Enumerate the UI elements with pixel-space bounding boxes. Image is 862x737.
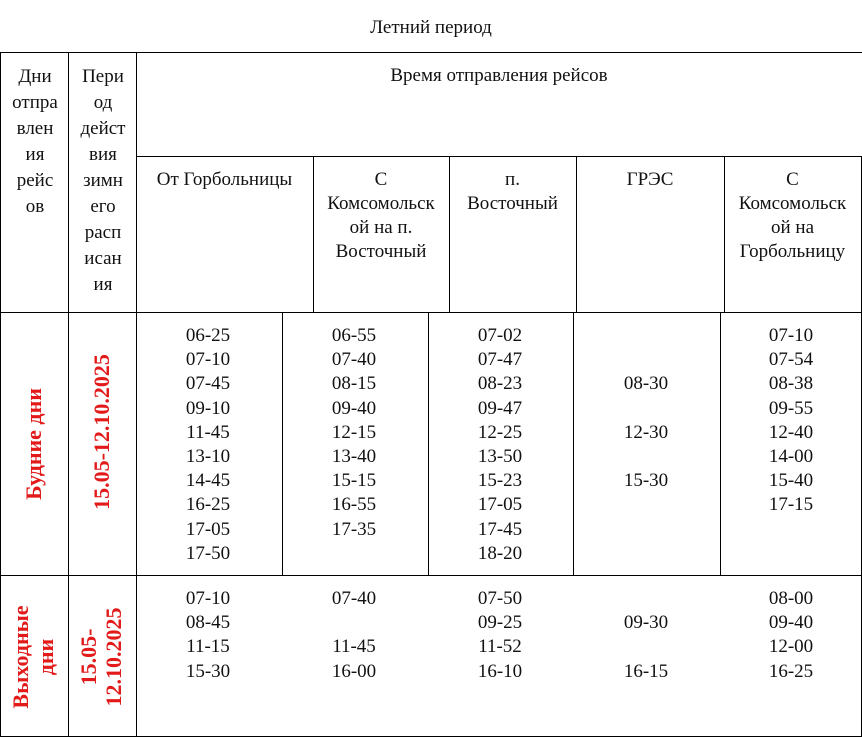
rule-v-col3-body xyxy=(428,312,429,576)
weekends-times-vostochny: 07-50 09-25 11-52 16-10 xyxy=(477,588,523,682)
header-period-col: Пери од дейст вия зимн его расп исан ия xyxy=(80,66,126,295)
weekdays-times-komsomolskaya-gorbolnitsa: 07-10 07-54 08-38 09-55 12-40 14-00 15-40 17-15 xyxy=(768,325,814,516)
weekends-period: 15.05- 12.10.2025 xyxy=(76,607,126,707)
weekends-label: Выходные дни xyxy=(8,605,58,709)
rule-v-col4-body xyxy=(573,312,574,576)
header-col-gorbolnitsa: От Горбольницы xyxy=(156,169,293,190)
weekends-times-gorbolnitsa: 07-10 08-45 11-15 15-30 xyxy=(185,588,231,682)
rule-weekdays-bottom xyxy=(0,575,862,576)
weekdays-label: Будние дни xyxy=(21,388,46,500)
page-title: Летний период xyxy=(370,17,492,38)
rule-v-col5-body xyxy=(720,312,721,576)
header-col-vostochny: п. Восточный xyxy=(467,169,558,214)
header-days-col: Дни отпра влен ия рейс ов xyxy=(12,66,58,217)
rule-v-days xyxy=(68,52,69,737)
header-departure-time: Время отправления рейсов xyxy=(390,65,608,86)
rule-header-bottom xyxy=(0,312,862,313)
weekends-times-komsomolskaya-gorbolnitsa: 08-00 09-40 12-00 16-25 xyxy=(768,588,814,682)
weekends-times-komsomolskaya-vostochny: 07-40 11-45 16-00 xyxy=(331,588,377,682)
weekdays-times-vostochny: 07-02 07-47 08-23 09-47 12-25 13-50 15-23 17-05 17-45 18-20 xyxy=(477,325,523,564)
header-col-komsomolskaya-gorbolnitsa: С Комсомольск ой на Горбольницу xyxy=(738,169,847,262)
weekdays-times-gorbolnitsa: 06-25 07-10 07-45 09-10 11-45 13-10 14-45 16-25 17-05 17-50 xyxy=(185,325,231,564)
rule-subheader xyxy=(136,156,862,157)
weekends-times-gres: 09-30 16-15 xyxy=(623,612,669,682)
header-col-gres: ГРЭС xyxy=(626,169,674,190)
weekdays-times-komsomolskaya-vostochny: 06-55 07-40 08-15 09-40 12-15 13-40 15-15 16-55 17-35 xyxy=(331,325,377,540)
header-col-komsomolskaya-vostochny: С Комсомольск ой на п. Восточный xyxy=(327,169,435,262)
rule-title-bottom xyxy=(0,52,862,53)
rule-v-period xyxy=(136,52,137,737)
rule-v-left xyxy=(0,52,1,737)
weekdays-period: 15.05-12.10.2025 xyxy=(89,354,114,510)
weekdays-times-gres: 08-30 12-30 15-30 xyxy=(623,373,669,492)
rule-v-col2-body xyxy=(282,312,283,576)
